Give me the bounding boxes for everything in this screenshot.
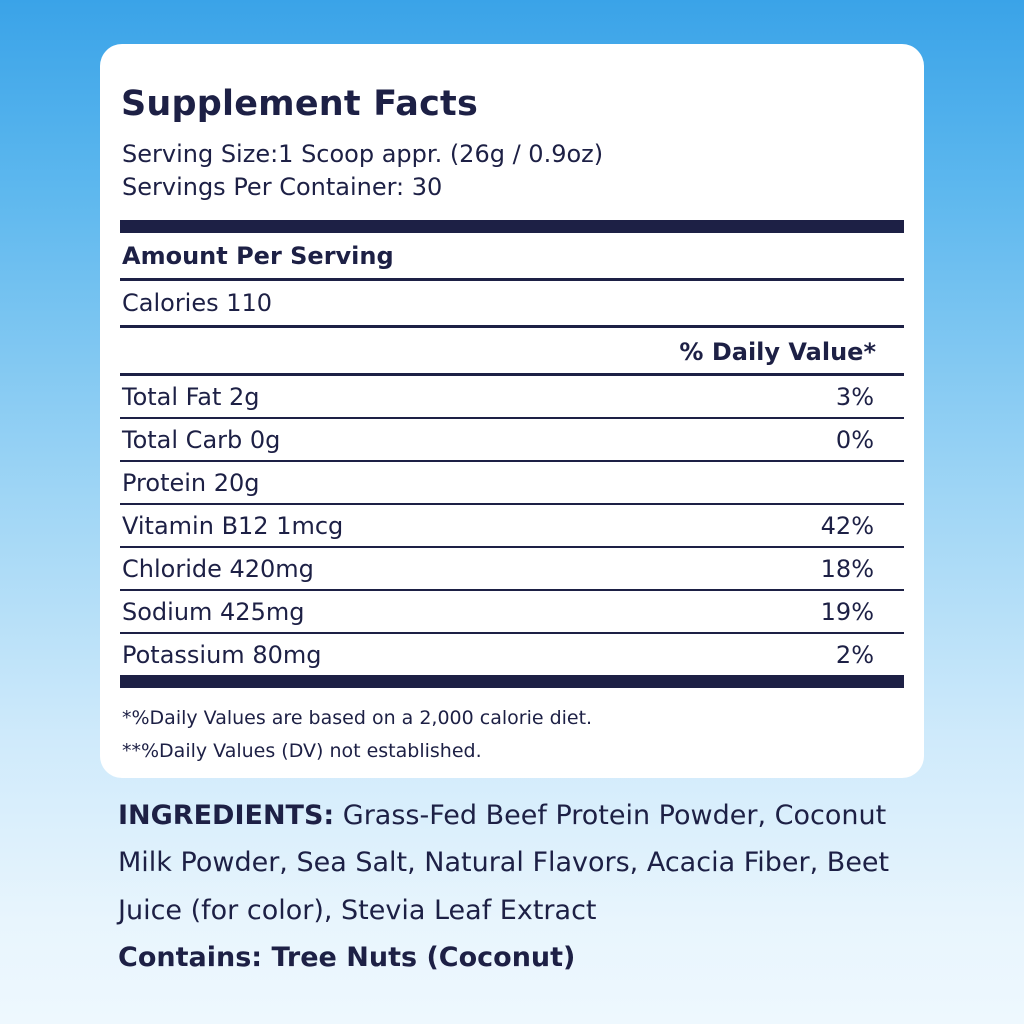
footnote-dv-not-established: **%Daily Values (DV) not established. — [122, 740, 482, 763]
footnotes — [120, 688, 904, 769]
nutrient-label: Total Carb 0g — [122, 426, 281, 455]
table-row — [120, 591, 904, 632]
nutrient-label: Sodium 425mg — [122, 598, 305, 627]
amount-per-serving-row — [120, 233, 904, 278]
ingredients-label: INGREDIENTS: — [118, 800, 335, 831]
supplement-facts-inner — [120, 84, 904, 769]
table-row — [120, 376, 904, 417]
daily-value-header: % Daily Value* — [679, 338, 876, 367]
nutrient-label: Total Fat 2g — [122, 383, 260, 412]
table-row — [120, 634, 904, 675]
contains-allergens: Contains: Tree Nuts (Coconut) — [118, 941, 576, 973]
nutrient-dv: 19% — [820, 598, 874, 627]
page-title: Supplement Facts — [121, 84, 478, 124]
servings-per-container-text: Servings Per Container: 30 — [122, 173, 443, 202]
table-row — [120, 462, 904, 503]
ingredients-section — [118, 792, 948, 981]
nutrient-dv: 2% — [835, 641, 874, 670]
divider-thick-bottom — [120, 675, 904, 688]
ingredients-body: Grass-Fed Beef Protein Powder, Coconut Milk Powder, Sea Salt, Natural Flavors, Acacia Fiber, Beet Juice (for color), Stevia Leaf Extract — [118, 800, 890, 926]
calories-row — [120, 281, 904, 325]
nutrient-label: Chloride 420mg — [122, 555, 314, 584]
divider-thick-top — [120, 220, 904, 233]
supplement-facts-panel — [100, 44, 924, 778]
amount-per-serving-label: Amount Per Serving — [122, 242, 394, 271]
nutrient-label: Protein 20g — [122, 469, 260, 498]
nutrient-dv: 0% — [835, 426, 874, 455]
nutrient-dv: 42% — [820, 512, 874, 541]
table-row — [120, 419, 904, 460]
table-row — [120, 505, 904, 546]
footnote-daily-values: *%Daily Values are based on a 2,000 calorie diet. — [122, 707, 593, 730]
nutrient-dv: 18% — [820, 555, 874, 584]
table-row — [120, 548, 904, 589]
nutrient-label: Vitamin B12 1mcg — [122, 512, 344, 541]
calories-label: Calories 110 — [122, 289, 273, 318]
nutrient-dv: 3% — [835, 383, 874, 412]
nutrient-label: Potassium 80mg — [122, 641, 322, 670]
serving-size-text: Serving Size:1 Scoop appr. (26g / 0.9oz) — [122, 140, 604, 168]
